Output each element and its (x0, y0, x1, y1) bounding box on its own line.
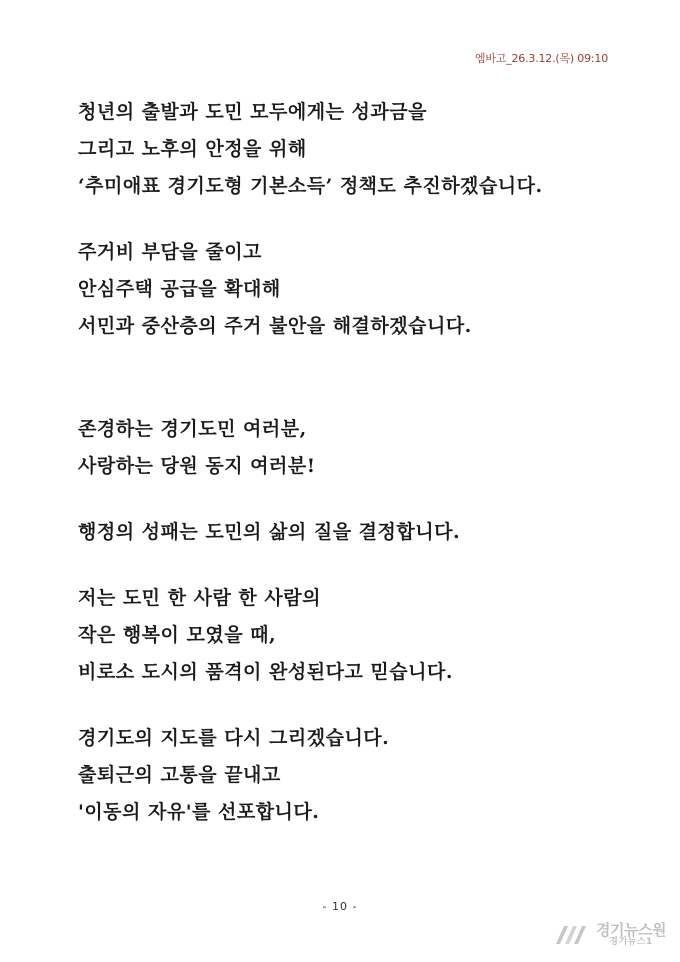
speech-line: 작은 행복이 모였을 때, (78, 624, 277, 646)
paragraph (78, 94, 618, 205)
embargo-note: 엠바고_26.3.12.(목) 09:10 (474, 52, 608, 65)
paragraph (78, 720, 618, 831)
speech-line: 그리고 노후의 안정을 위해 (78, 138, 307, 160)
speech-line: 비로소 도시의 품격이 완성된다고 믿습니다. (78, 661, 453, 683)
paragraph (78, 514, 618, 551)
speech-line: '이동의 자유'를 선포합니다. (78, 801, 320, 823)
page-number: - 10 - (322, 900, 358, 913)
watermark-main-text: 경기뉴스원 (596, 920, 666, 939)
paragraph (78, 411, 618, 485)
speech-line: 주거비 부담을 줄이고 (78, 241, 262, 263)
speech-line: 존경하는 경기도민 여러분, (78, 418, 307, 440)
paragraph (78, 580, 618, 691)
speech-line: 서민과 중산층의 주거 불안을 해결하겠습니다. (78, 315, 472, 337)
watermark-sub-text: 경기뉴스1 (609, 937, 653, 948)
speech-line: ‘추미애표 경기도형 기본소득’ 정책도 추진하겠습니다. (78, 175, 543, 197)
speech-body (78, 94, 618, 831)
speech-line: 출퇴근의 고통을 끝내고 (78, 764, 281, 786)
speech-line: 안심주택 공급을 확대해 (78, 278, 281, 300)
speech-line: 청년의 출발과 도민 모두에게는 성과금을 (78, 101, 427, 123)
news-watermark (552, 922, 666, 948)
paragraph (78, 234, 618, 345)
speech-line: 행정의 성패는 도민의 삶의 질을 결정합니다. (78, 521, 461, 543)
watermark-text (596, 922, 666, 948)
speech-line: 경기도의 지도를 다시 그리겠습니다. (78, 727, 390, 749)
gnt-logo-icon (552, 922, 592, 948)
speech-line: 저는 도민 한 사람 한 사람의 (78, 587, 321, 609)
speech-line: 사랑하는 당원 동지 여러분! (78, 455, 316, 477)
